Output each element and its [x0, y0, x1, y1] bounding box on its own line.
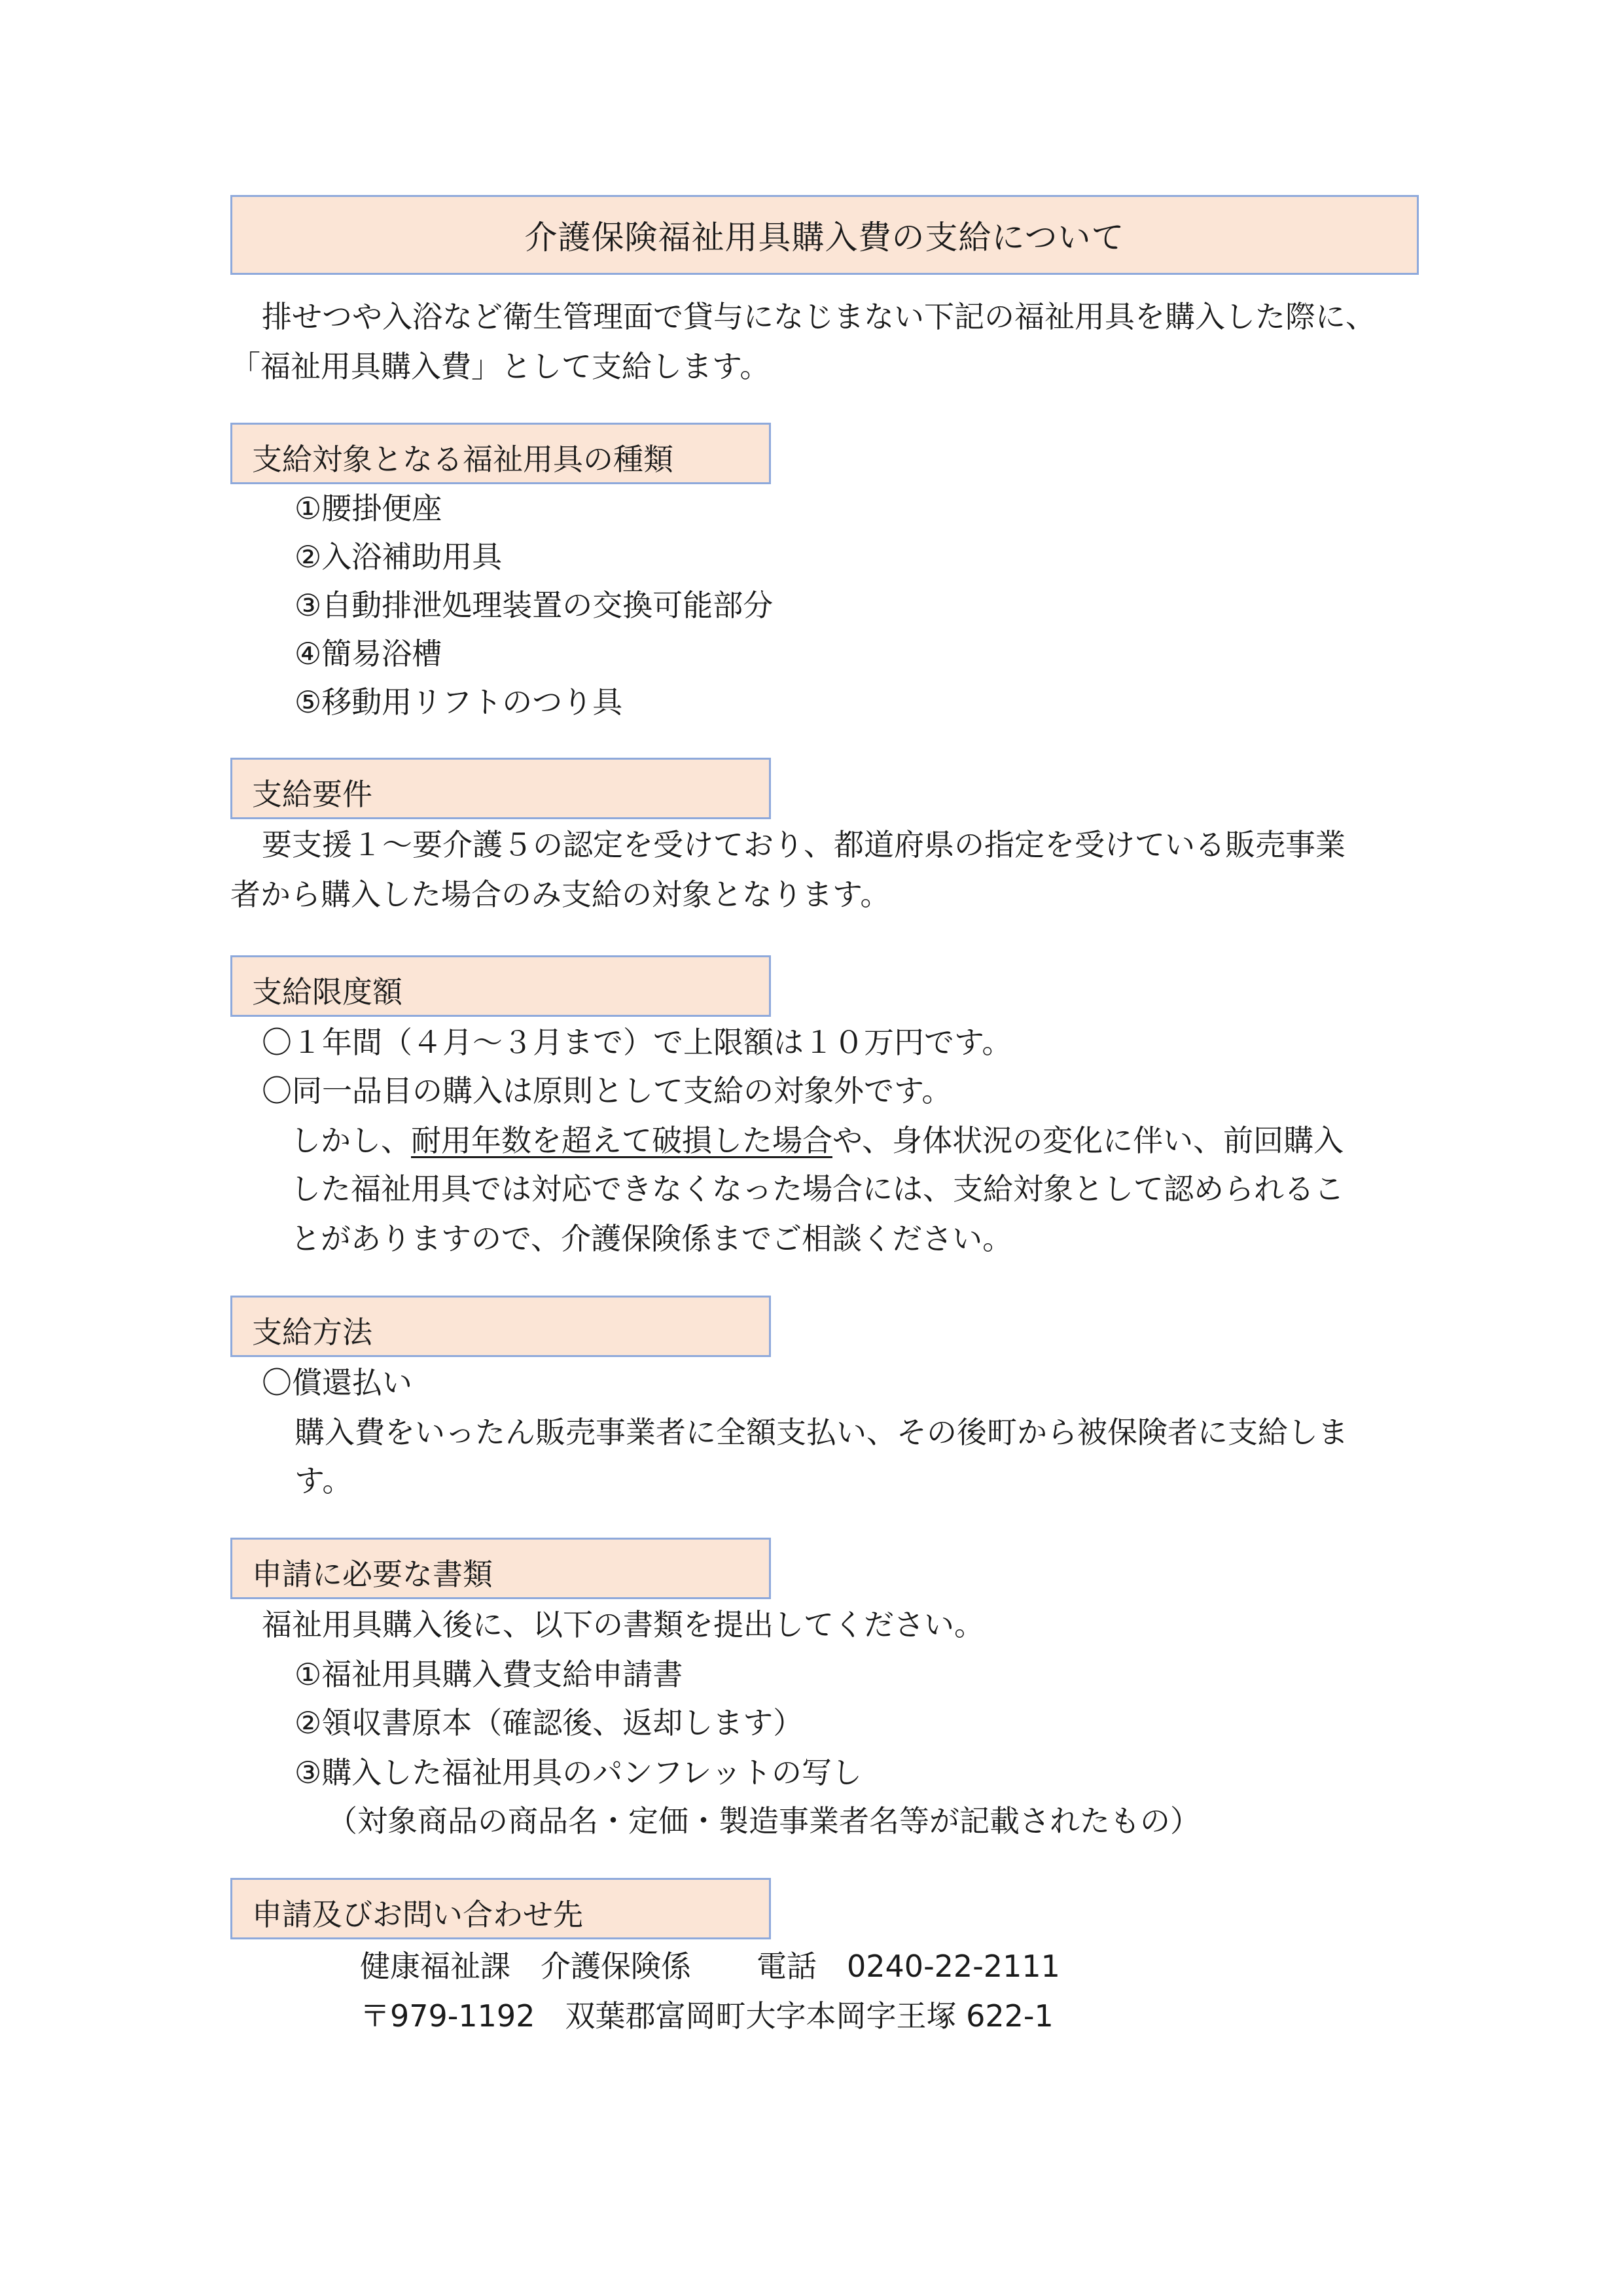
- list-item: ①福祉用具購入費支給申請書: [294, 1657, 683, 1692]
- list-item: ⑤移動用リフトのつり具: [294, 684, 623, 720]
- list-item: ③自動排泄処理装置の交換可能部分: [294, 588, 774, 623]
- section-heading-contact: 申請及びお問い合わせ先: [230, 1878, 771, 1939]
- limit-note-line-2: した福祉用具では対応できなくなった場合には、支給対象として認められるこ: [291, 1171, 1344, 1207]
- list-item: ①腰掛便座: [294, 491, 442, 526]
- list-item: ②領収書原本（確認後、返却します）: [294, 1705, 804, 1740]
- contact-dept: 健康福祉課 介護保険係: [360, 1949, 691, 1984]
- section-heading-requirements: 支給要件: [230, 758, 771, 819]
- list-item: ②入浴補助用具: [294, 539, 503, 574]
- limit-bullet-2: 〇同一品目の購入は原則として支給の対象外です。: [262, 1073, 952, 1108]
- intro-line-2: 「福祉用具購入費」として支給します。: [230, 349, 770, 384]
- document-title-box: [230, 195, 1419, 275]
- phone-number: 0240-22-2111: [847, 1949, 1060, 1984]
- list-item: ③購入した福祉用具のパンフレットの写し: [294, 1755, 862, 1790]
- documents-note: （対象商品の商品名・定価・製造事業者名等が記載されたもの）: [327, 1803, 1200, 1839]
- limit-bullet-1: 〇１年間（４月～３月まで）で上限額は１０万円です。: [262, 1025, 1012, 1060]
- document-title: 介護保険福祉用具購入費の支給について: [524, 219, 1125, 256]
- method-line-2: す。: [294, 1463, 353, 1498]
- method-bullet: 〇償還払い: [262, 1365, 412, 1400]
- section-heading-method: 支給方法: [230, 1296, 771, 1357]
- requirements-line-1: 要支援１～要介護５の認定を受けており、都道府県の指定を受けている販売事業: [262, 827, 1346, 862]
- section-heading-types: 支給対象となる福祉用具の種類: [230, 423, 771, 484]
- intro-line-1: 排せつや入浴など衛生管理面で貸与になじまない下記の福祉用具を購入した際に、: [262, 299, 1376, 334]
- limit-note-line-1: しかし、耐用年数を超えて破損した場合や、身体状況の変化に伴い、前回購入: [291, 1123, 1344, 1158]
- contact-address-line: [360, 1997, 1054, 2035]
- list-item: ④簡易浴槽: [294, 636, 442, 671]
- section-heading-limit: 支給限度額: [230, 955, 771, 1017]
- limit-note-line-3: とがありますので、介護保険係までご相談ください。: [291, 1221, 1013, 1256]
- requirements-line-2: 者から購入した場合のみ支給の対象となります。: [230, 877, 891, 912]
- postal-code: 〒979-1192: [360, 1998, 535, 2034]
- intro-paragraph: [230, 292, 1474, 391]
- section-heading-documents: 申請に必要な書類: [230, 1538, 771, 1599]
- address: 双葉郡富岡町大字本岡字王塚 622-1: [565, 1998, 1054, 2034]
- phone-label: 電話: [757, 1949, 817, 1984]
- method-line-1: 購入費をいったん販売事業者に全額支払い、その後町から被保険者に支給しま: [294, 1415, 1348, 1450]
- documents-intro: 福祉用具購入後に、以下の書類を提出してください。: [262, 1607, 984, 1642]
- underlined-phrase: 耐用年数を超えて破損した場合: [411, 1123, 832, 1158]
- contact-dept-line: [360, 1947, 1060, 1985]
